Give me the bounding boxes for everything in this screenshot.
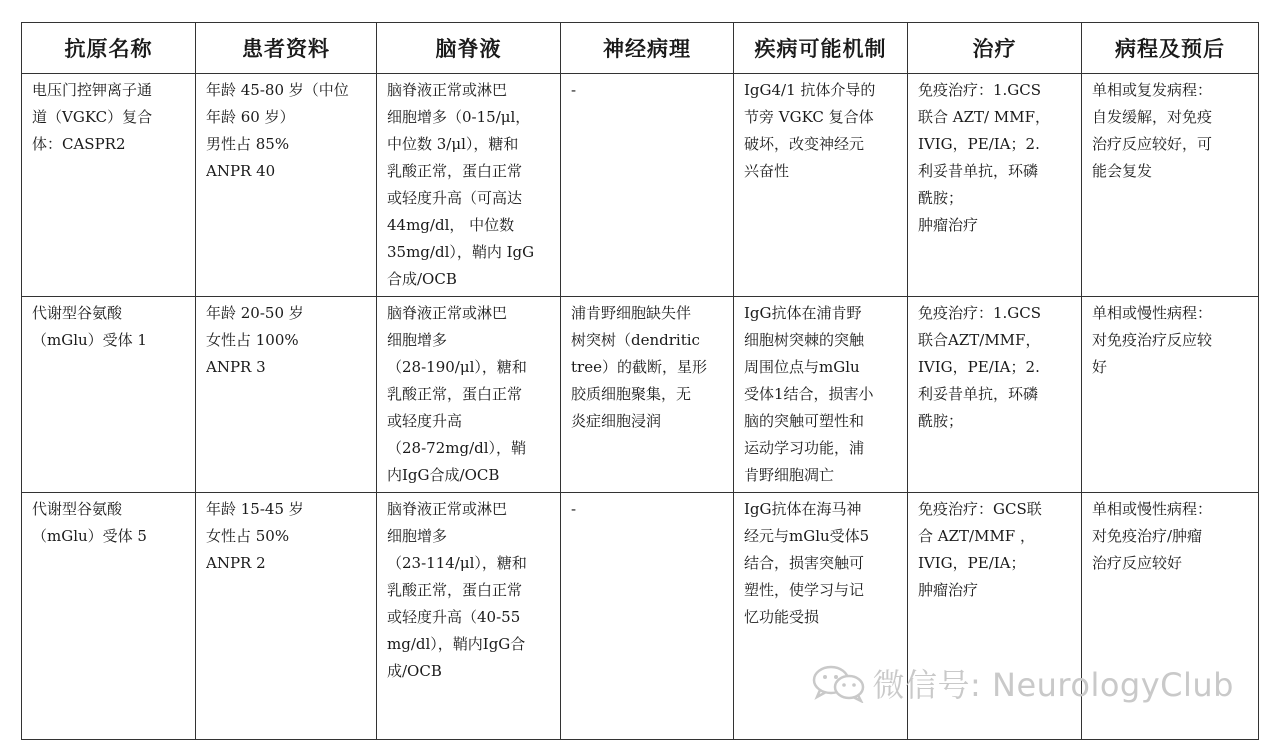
cell-line: 道（VGKC）复合 [32, 108, 153, 126]
cell-pathology [561, 493, 734, 740]
cell-line: tree）的截断，星形 [571, 358, 707, 376]
cell-line: 年龄 60 岁） [206, 108, 295, 126]
cell-line: 树突树（dendritic [571, 331, 700, 349]
header-patient: 患者资料 [196, 23, 377, 74]
cell-line: 细胞增多 [387, 331, 448, 349]
cell-line: 脑脊液正常或淋巴 [387, 304, 508, 322]
cell-line: IgG抗体在海马神 [744, 500, 862, 518]
cell-line: 结合，损害突触可 [744, 554, 865, 572]
cell-line: 联合AZT/MMF， [918, 331, 1041, 349]
cell-line: 单相或慢性病程： [1092, 304, 1213, 322]
header-pathology: 神经病理 [561, 23, 734, 74]
cell-line: 单相或慢性病程： [1092, 500, 1213, 518]
cell-line: 利妥昔单抗，环磷 [918, 162, 1039, 180]
cell-line: 内IgG合成/OCB [387, 466, 500, 484]
cell-patient [196, 297, 377, 493]
cell-line: 利妥昔单抗，环磷 [918, 385, 1039, 403]
cell-line: 运动学习功能，浦 [744, 439, 865, 457]
table-row [22, 297, 1259, 493]
cell-line: 35mg/dl），鞘内 IgG [387, 243, 535, 261]
cell-treatment [908, 74, 1082, 297]
cell-line: - [571, 500, 577, 518]
cell-line: 浦肯野细胞缺失伴 [571, 304, 692, 322]
cell-line: ANPR 3 [206, 358, 266, 376]
cell-line: 联合 AZT/ MMF， [918, 108, 1050, 126]
cell-line: 免疫治疗：1.GCS [918, 304, 1042, 322]
wechat-icon [811, 663, 867, 703]
cell-line: 或轻度升高（40-55 [387, 608, 521, 626]
cell-line: 周围位点与mGlu [744, 358, 860, 376]
cell-line: 治疗反应较好，可 [1092, 135, 1213, 153]
cell-line: 年龄 15-45 岁 [206, 500, 304, 518]
cell-line: 男性占 85% [206, 135, 290, 153]
cell-line: 电压门控钾离子通 [32, 81, 153, 99]
header-mechanism: 疾病可能机制 [734, 23, 908, 74]
cell-line: 脑脊液正常或淋巴 [387, 81, 508, 99]
cell-line: 脑脊液正常或淋巴 [387, 500, 508, 518]
cell-line: 炎症细胞浸润 [571, 412, 662, 430]
cell-line: IgG4/1 抗体介导的 [744, 81, 876, 99]
cell-line: 女性占 100% [206, 331, 299, 349]
cell-line: mg/dl），鞘内IgG合 [387, 635, 526, 653]
cell-line: 细胞增多（0-15/μl， [387, 108, 531, 126]
cell-pathology [561, 74, 734, 297]
cell-pathology [561, 297, 734, 493]
cell-line: 对免疫治疗/肿瘤 [1092, 527, 1203, 545]
cell-line: 破坏，改变神经元 [744, 135, 865, 153]
cell-line: 或轻度升高（可高达 [387, 189, 523, 207]
cell-line: 肿瘤治疗 [918, 216, 979, 234]
cell-line: 合 AZT/MMF ， [918, 527, 1035, 545]
cell-antigen [22, 297, 196, 493]
cell-line: IVIG，PE/IA；2. [918, 358, 1040, 376]
cell-line: 乳酸正常，蛋白正常 [387, 581, 523, 599]
cell-line: 女性占 50% [206, 527, 290, 545]
cell-csf [377, 493, 561, 740]
cell-line: 酰胺； [918, 412, 964, 430]
cell-line: 肯野细胞凋亡 [744, 466, 835, 484]
cell-line: 自发缓解，对免疫 [1092, 108, 1213, 126]
cell-patient [196, 493, 377, 740]
cell-csf [377, 297, 561, 493]
cell-line: 治疗反应较好 [1092, 554, 1183, 572]
cell-line: 代谢型谷氨酸 [32, 500, 123, 518]
header-treatment: 治疗 [908, 23, 1082, 74]
header-row [22, 23, 1259, 74]
cell-line: （mGlu）受体 5 [32, 527, 147, 545]
cell-line: 细胞树突棘的突触 [744, 331, 865, 349]
cell-line: IgG抗体在浦肯野 [744, 304, 862, 322]
cell-line: 兴奋性 [744, 162, 790, 180]
cell-prognosis [1082, 297, 1259, 493]
cell-line: ANPR 2 [206, 554, 266, 572]
cell-line: 免疫治疗：GCS联 [918, 500, 1042, 518]
cell-treatment [908, 297, 1082, 493]
cell-line: 忆功能受损 [744, 608, 820, 626]
cell-line: IVIG，PE/IA； [918, 554, 1026, 572]
cell-line: 单相或复发病程： [1092, 81, 1213, 99]
cell-line: 能会复发 [1092, 162, 1153, 180]
cell-line: 体：CASPR2 [32, 135, 126, 153]
cell-line: （28-72mg/dl），鞘 [387, 439, 527, 457]
cell-line: （28-190/μl），糖和 [387, 358, 527, 376]
cell-line: 合成/OCB [387, 270, 457, 288]
antigen-table [21, 22, 1259, 740]
cell-line: 肿瘤治疗 [918, 581, 979, 599]
cell-csf [377, 74, 561, 297]
cell-line: 乳酸正常，蛋白正常 [387, 162, 523, 180]
table-row [22, 74, 1259, 297]
cell-line: 细胞增多 [387, 527, 448, 545]
cell-line: 免疫治疗：1.GCS [918, 81, 1042, 99]
header-prognosis: 病程及预后 [1082, 23, 1259, 74]
cell-line: ANPR 40 [206, 162, 276, 180]
cell-line: 好 [1092, 358, 1108, 376]
watermark-text: 微信号: NeurologyClub [872, 666, 1234, 704]
header-csf: 脑脊液 [377, 23, 561, 74]
cell-line: 经元与mGlu受体5 [744, 527, 870, 545]
cell-patient [196, 74, 377, 297]
cell-line: 酰胺； [918, 189, 964, 207]
cell-mechanism [734, 297, 908, 493]
cell-line: （23-114/μl），糖和 [387, 554, 527, 572]
cell-line: 44mg/dl， 中位数 [387, 216, 515, 234]
cell-line: 胶质细胞聚集，无 [571, 385, 692, 403]
cell-prognosis [1082, 74, 1259, 297]
cell-line: 塑性，使学习与记 [744, 581, 865, 599]
header-antigen: 抗原名称 [22, 23, 196, 74]
cell-line: 中位数 3/μl），糖和 [387, 135, 519, 153]
cell-line: 节旁 VGKC 复合体 [744, 108, 874, 126]
cell-line: 受体1结合，损害小 [744, 385, 874, 403]
cell-line: 年龄 20-50 岁 [206, 304, 304, 322]
cell-antigen [22, 493, 196, 740]
cell-line: 年龄 45-80 岁（中位 [206, 81, 349, 99]
cell-line: 对免疫治疗反应较 [1092, 331, 1213, 349]
cell-line: （mGlu）受体 1 [32, 331, 147, 349]
cell-line: IVIG，PE/IA；2. [918, 135, 1040, 153]
cell-line: 成/OCB [387, 662, 442, 680]
cell-line: 乳酸正常，蛋白正常 [387, 385, 523, 403]
watermark [811, 660, 1234, 706]
cell-mechanism [734, 74, 908, 297]
cell-line: 代谢型谷氨酸 [32, 304, 123, 322]
cell-line: 脑的突触可塑性和 [744, 412, 865, 430]
cell-line: - [571, 81, 577, 99]
cell-antigen [22, 74, 196, 297]
cell-line: 或轻度升高 [387, 412, 463, 430]
